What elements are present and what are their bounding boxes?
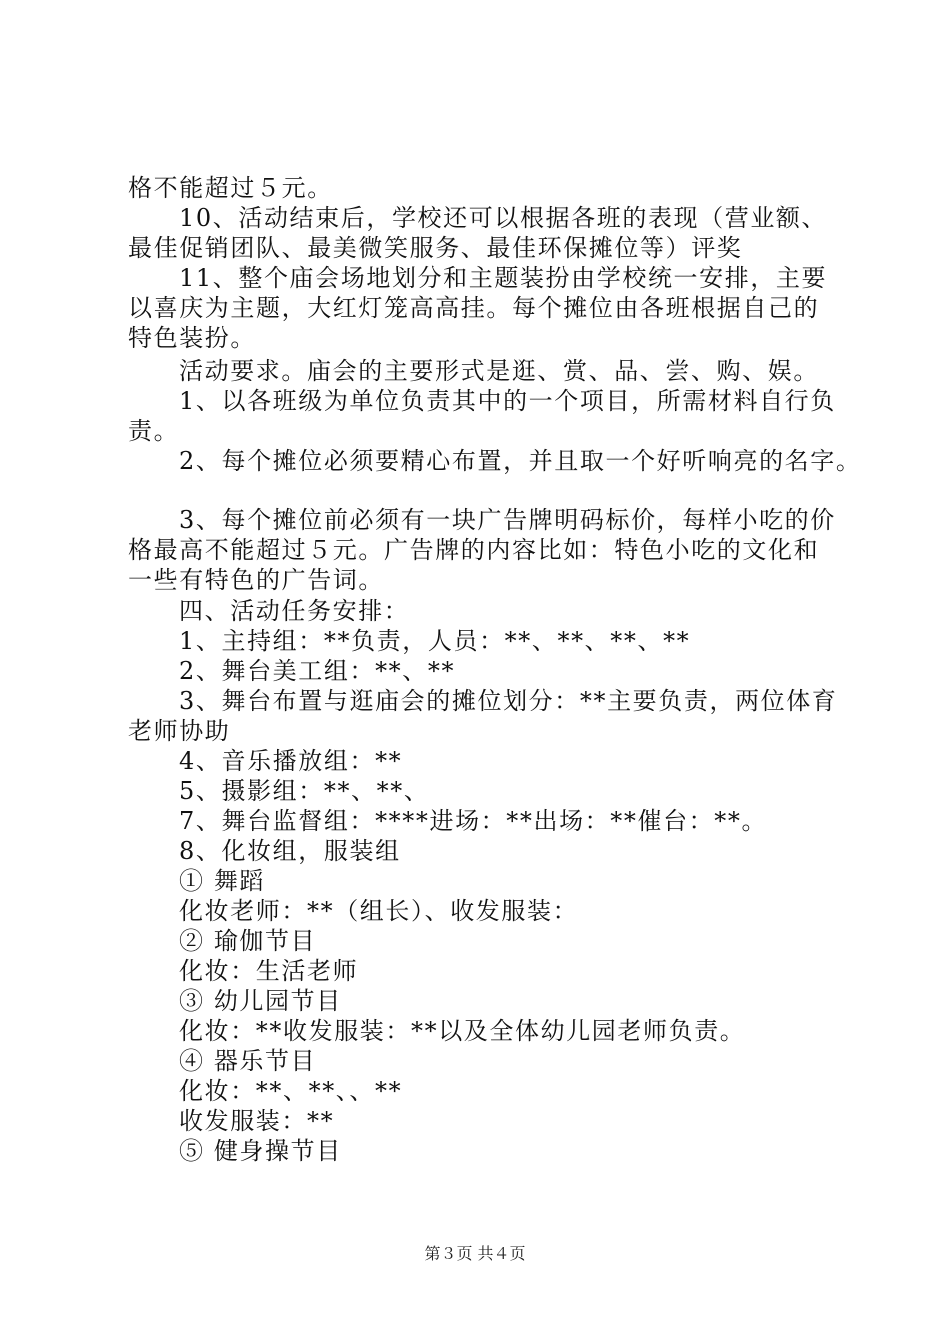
text-line: 格最高不能超过５元。广告牌的内容比如：特色小吃的文化和: [128, 536, 820, 564]
text-line: 化妆：生活老师: [179, 957, 359, 985]
text-line: 10、活动结束后，学校还可以根据各班的表现（营业额、: [179, 204, 828, 232]
text-line: 2、每个摊位必须要精心布置，并且取一个好听响亮的名字。: [179, 447, 862, 475]
text-line: ① 舞蹈: [179, 867, 266, 895]
text-line: 格不能超过５元。: [128, 174, 333, 202]
text-line: ⑤ 健身操节目: [179, 1137, 342, 1165]
text-line: ④ 器乐节目: [179, 1047, 317, 1075]
text-line: ③ 幼儿园节目: [179, 987, 342, 1015]
text-line: 1、主持组：**负责，人员：**、**、**、**: [179, 627, 691, 655]
text-line: 责。: [128, 417, 180, 445]
text-line: 2、舞台美工组：**、**: [179, 657, 456, 685]
text-line: 活动要求。庙会的主要形式是逛、赏、品、尝、购、娱。: [179, 357, 819, 385]
text-line: 化妆：**、**、、**: [179, 1077, 403, 1105]
text-line: 一些有特色的广告词。: [128, 566, 384, 594]
text-line: 最佳促销团队、最美微笑服务、最佳环保摊位等）评奖: [128, 234, 743, 262]
text-line: 5、摄影组：**、**、: [179, 777, 430, 805]
text-line: 1、以各班级为单位负责其中的一个项目，所需材料自行负: [179, 387, 836, 415]
section-heading: 四、活动任务安排：: [179, 597, 410, 625]
text-line: 老师协助: [128, 717, 231, 745]
text-line: 3、舞台布置与逛庙会的摊位划分：**主要负责，两位体育: [179, 687, 838, 715]
text-line: 4、音乐播放组：**: [179, 747, 403, 775]
text-line: 收发服装：**: [179, 1107, 335, 1135]
text-line: 化妆：**收发服装：**以及全体幼儿园老师负责。: [179, 1017, 746, 1045]
text-line: 以喜庆为主题，大红灯笼高高挂。每个摊位由各班根据自己的: [128, 294, 820, 322]
text-line: 3、每个摊位前必须有一块广告牌明码标价，每样小吃的价: [179, 506, 836, 534]
text-line: 8、化妆组，服装组: [179, 837, 401, 865]
text-line: 特色装扮。: [128, 324, 256, 352]
text-line: 7、舞台监督组：****进场：**出场：**催台：**。: [179, 807, 768, 835]
text-line: 11、整个庙会场地划分和主题装扮由学校统一安排，主要: [179, 264, 828, 292]
text-line: ② 瑜伽节目: [179, 927, 317, 955]
page-number: 第３页 共４页: [424, 1244, 526, 1263]
text-line: 化妆老师：**（组长）、收发服装：: [179, 897, 579, 925]
